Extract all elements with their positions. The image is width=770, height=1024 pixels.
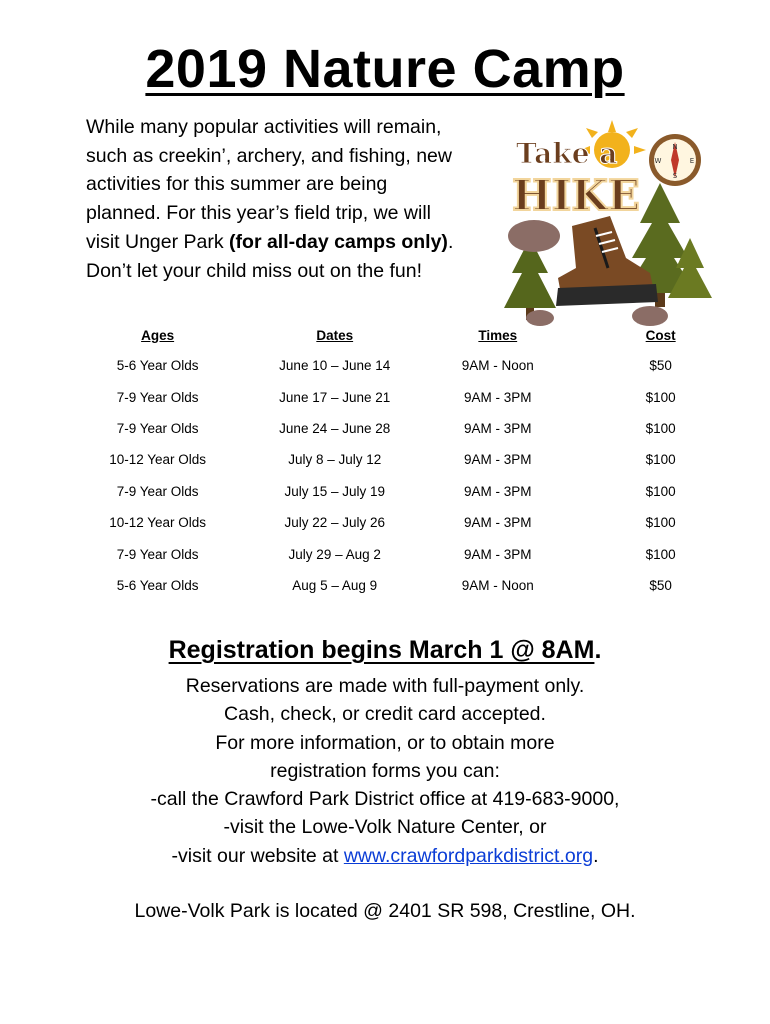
cell-ages: 5-6 Year Olds: [116, 358, 199, 374]
table-row: [62, 444, 742, 475]
column-header-times: Times: [478, 327, 518, 343]
cell-times: 9AM - Noon: [461, 358, 534, 374]
cell-dates: June 17 – June 21: [279, 389, 391, 405]
column-header-dates: Dates: [316, 327, 354, 343]
info-line: registration forms you can:: [270, 759, 500, 782]
page-title: 2019 Nature Camp: [145, 39, 625, 99]
intro-line: activities for this summer are being: [86, 173, 388, 196]
column-header-cost: Cost: [645, 327, 676, 343]
intro-line: such as creekin’, archery, and fishing, new: [86, 144, 452, 167]
cell-cost: $100: [645, 515, 676, 531]
svg-text:HIKE: HIKE: [512, 171, 640, 220]
intro-emphasis: (for all-day camps only): [229, 230, 448, 253]
cell-cost: $100: [645, 452, 676, 468]
cell-cost: $100: [645, 389, 676, 405]
column-header-ages: Ages: [141, 327, 175, 343]
cell-times: 9AM - 3PM: [464, 452, 532, 468]
cell-cost: $50: [649, 358, 672, 374]
cell-cost: $100: [645, 420, 676, 436]
info-line: Reservations are made with full-payment only.: [185, 675, 585, 697]
cell-ages: 5-6 Year Olds: [116, 577, 199, 593]
cell-ages: 7-9 Year Olds: [116, 389, 199, 405]
hiking-boot-icon: [556, 216, 658, 306]
cell-dates: Aug 5 – Aug 9: [292, 577, 378, 593]
intro-line: .: [447, 230, 454, 253]
table-row: [62, 507, 742, 538]
cell-cost: $100: [645, 483, 676, 499]
cell-dates: June 10 – June 14: [279, 358, 391, 374]
park-location: Lowe-Volk Park is located @ 2401 SR 598, Crestline, OH.: [134, 900, 636, 922]
cell-ages: 10-12 Year Olds: [109, 452, 207, 468]
intro-paragraph: [86, 113, 526, 285]
cell-times: 9AM - Noon: [461, 577, 534, 593]
table-row: [62, 350, 742, 381]
intro-line: Don’t let your child miss out on the fun!: [86, 259, 423, 282]
cell-times: 9AM - 3PM: [464, 389, 532, 405]
cell-dates: June 24 – June 28: [279, 420, 391, 436]
svg-text:W: W: [654, 157, 662, 165]
website-suffix: .: [593, 844, 599, 867]
cell-times: 9AM - 3PM: [464, 546, 532, 562]
cell-dates: July 8 – July 12: [288, 452, 382, 468]
info-line: Cash, check, or credit card accepted.: [224, 703, 546, 726]
table-row: [62, 413, 742, 444]
info-line-website: [0, 842, 770, 870]
cell-dates: July 29 – Aug 2: [288, 546, 381, 562]
cell-dates: July 22 – July 26: [284, 515, 385, 531]
registration-heading-end: .: [594, 636, 602, 664]
svg-text:N: N: [672, 143, 678, 151]
camp-schedule-table: [62, 320, 742, 601]
cell-cost: $100: [645, 546, 676, 562]
table-row: [62, 476, 742, 507]
registration-heading: [0, 636, 770, 665]
website-link[interactable]: www.crawfordparkdistrict.org: [343, 844, 594, 867]
table-header-row: [62, 320, 742, 350]
table-row: [62, 570, 742, 601]
table-row: [62, 538, 742, 569]
cell-ages: 7-9 Year Olds: [116, 420, 199, 436]
cell-ages: 7-9 Year Olds: [116, 483, 199, 499]
cell-ages: 10-12 Year Olds: [109, 515, 207, 531]
svg-text:Take a: Take a: [516, 137, 618, 170]
intro-line: planned. For this year’s field trip, we will: [86, 202, 432, 225]
take-a-hike-clipart: [500, 118, 715, 333]
cell-times: 9AM - 3PM: [464, 483, 532, 499]
intro-line: While many popular activities will remain,: [86, 116, 442, 138]
cell-times: 9AM - 3PM: [464, 420, 532, 436]
cell-dates: July 15 – July 19: [284, 483, 385, 499]
website-prefix: -visit our website at: [171, 844, 344, 867]
intro-line: visit Unger Park: [86, 230, 230, 253]
info-line: For more information, or to obtain more: [215, 731, 555, 754]
registration-heading-text: Registration begins March 1 @ 8AM: [168, 636, 595, 664]
info-line: -call the Crawford Park District office at 419-683-9000,: [150, 788, 620, 811]
svg-text:E: E: [689, 157, 695, 165]
cell-ages: 7-9 Year Olds: [116, 546, 199, 562]
cell-times: 9AM - 3PM: [464, 515, 532, 531]
cell-cost: $50: [649, 577, 672, 593]
compass-icon: [649, 134, 701, 186]
table-row: [62, 381, 742, 412]
svg-text:S: S: [672, 172, 678, 180]
info-line: -visit the Lowe-Volk Nature Center, or: [223, 816, 547, 839]
registration-info: [0, 672, 770, 870]
